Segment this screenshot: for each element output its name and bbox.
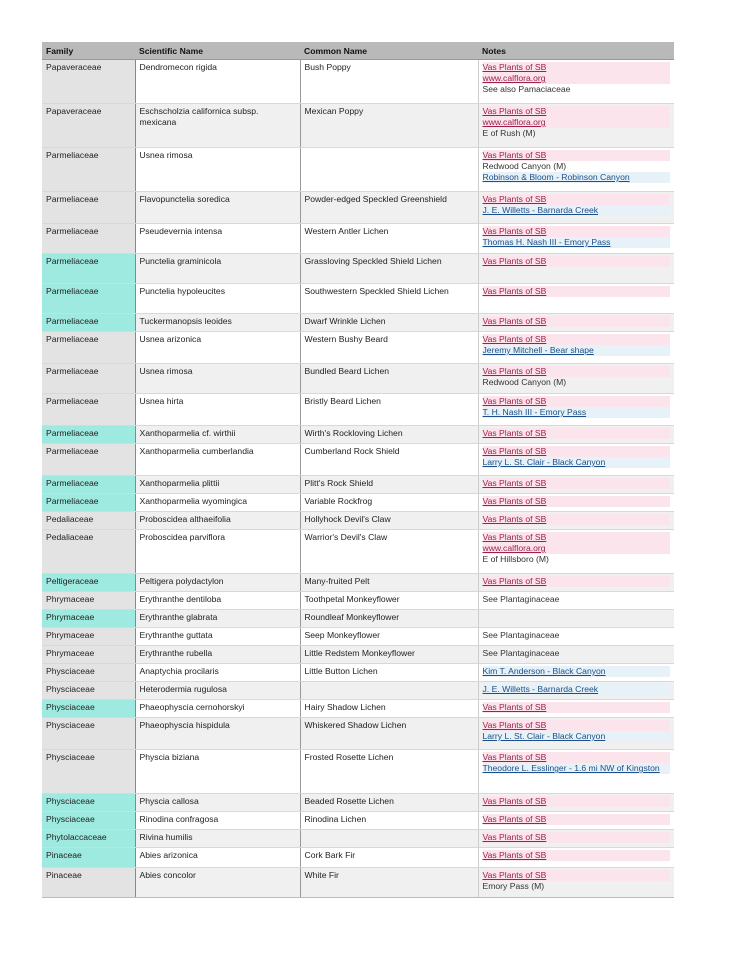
note-text: See also Pamaciaceae [482, 84, 571, 94]
note-link[interactable]: Thomas H. Nash III - Emory Pass [483, 237, 671, 248]
family-cell: Parmeliaceae [42, 364, 135, 394]
note-link[interactable]: Vas Plants of SB [483, 226, 671, 237]
table-row [42, 682, 674, 700]
notes-cell [478, 314, 674, 332]
common-name-cell: Beaded Rosette Lichen [300, 794, 478, 812]
notes-cell [478, 104, 674, 148]
scientific-name-cell: Rinodina confragosa [135, 812, 300, 830]
family-cell: Phrymaceae [42, 592, 135, 610]
table-row [42, 394, 674, 426]
species-table [42, 42, 674, 898]
common-name-cell: Hairy Shadow Lichen [300, 700, 478, 718]
scientific-name-cell: Erythranthe guttata [135, 628, 300, 646]
table-row [42, 332, 674, 364]
table-row [42, 750, 674, 794]
table-row [42, 530, 674, 574]
notes-cell [478, 628, 674, 646]
note-link[interactable]: Vas Plants of SB [483, 446, 671, 457]
note-link[interactable]: Vas Plants of SB [483, 496, 671, 507]
note-text: See Plantaginaceae [482, 648, 560, 658]
notes-cell [478, 426, 674, 444]
family-cell: Pinaceae [42, 868, 135, 898]
scientific-name-cell: Abies concolor [135, 868, 300, 898]
notes-cell [478, 750, 674, 794]
note-link[interactable]: Vas Plants of SB [483, 106, 671, 117]
family-cell: Peltigeraceae [42, 574, 135, 592]
notes-cell [478, 592, 674, 610]
note-link[interactable]: Vas Plants of SB [483, 478, 671, 489]
header-common-name: Common Name [300, 42, 478, 60]
common-name-cell: Rinodina Lichen [300, 812, 478, 830]
common-name-cell: Seep Monkeyflower [300, 628, 478, 646]
family-cell: Physciaceae [42, 750, 135, 794]
note-link[interactable]: J. E. Willetts - Barnarda Creek [483, 684, 671, 695]
table-row [42, 426, 674, 444]
notes-cell [478, 794, 674, 812]
header-row [42, 42, 674, 60]
note-link[interactable]: Vas Plants of SB [483, 194, 671, 205]
common-name-cell: Wirth's Rockloving Lichen [300, 426, 478, 444]
header-notes: Notes [478, 42, 674, 60]
common-name-cell: Toothpetal Monkeyflower [300, 592, 478, 610]
family-cell: Physciaceae [42, 794, 135, 812]
notes-cell [478, 192, 674, 224]
scientific-name-cell: Anaptychia procilaris [135, 664, 300, 682]
notes-cell [478, 530, 674, 574]
notes-cell [478, 444, 674, 476]
note-link[interactable]: Larry L. St. Clair - Black Canyon [483, 457, 671, 468]
table-row [42, 476, 674, 494]
scientific-name-cell: Erythranthe rubella [135, 646, 300, 664]
note-link[interactable]: Vas Plants of SB [483, 428, 671, 439]
table-row [42, 812, 674, 830]
family-cell: Pedaliaceae [42, 512, 135, 530]
note-link[interactable]: Vas Plants of SB [483, 62, 671, 73]
scientific-name-cell: Phaeophyscia hispidula [135, 718, 300, 750]
note-link[interactable]: Vas Plants of SB [483, 814, 671, 825]
notes-cell [478, 812, 674, 830]
notes-cell [478, 332, 674, 364]
common-name-cell: Mexican Poppy [300, 104, 478, 148]
note-link[interactable]: Vas Plants of SB [483, 514, 671, 525]
family-cell: Phrymaceae [42, 646, 135, 664]
table-row [42, 664, 674, 682]
note-link[interactable]: Larry L. St. Clair - Black Canyon [483, 731, 671, 742]
table-row [42, 254, 674, 284]
note-link[interactable]: Vas Plants of SB [483, 752, 671, 763]
note-text: E of Hillsboro (M) [482, 554, 549, 564]
table-row [42, 364, 674, 394]
note-text: Redwood Canyon (M) [482, 161, 567, 171]
scientific-name-cell: Abies arizonica [135, 848, 300, 868]
family-cell: Parmeliaceae [42, 332, 135, 364]
common-name-cell: Cork Bark Fir [300, 848, 478, 868]
notes-cell [478, 646, 674, 664]
table-row [42, 494, 674, 512]
notes-cell [478, 848, 674, 868]
note-link[interactable]: Vas Plants of SB [483, 316, 671, 327]
notes-cell [478, 574, 674, 592]
family-cell: Physciaceae [42, 718, 135, 750]
table-row [42, 610, 674, 628]
note-link[interactable]: T. H. Nash III - Emory Pass [483, 407, 671, 418]
common-name-cell: Bristly Beard Lichen [300, 394, 478, 426]
scientific-name-cell: Erythranthe dentilobа [135, 592, 300, 610]
table-row [42, 148, 674, 192]
scientific-name-cell: Usnea rimosa [135, 148, 300, 192]
note-text: See Plantaginaceae [482, 594, 560, 604]
table-row [42, 794, 674, 812]
note-text: Emory Pass (M) [482, 881, 545, 891]
scientific-name-cell: Rivina humilis [135, 830, 300, 848]
common-name-cell: Grassloving Speckled Shield Lichen [300, 254, 478, 284]
common-name-cell: Western Bushy Beard [300, 332, 478, 364]
note-text: Redwood Canyon (M) [482, 377, 567, 387]
scientific-name-cell: Heterodermia rugulosa [135, 682, 300, 700]
family-cell: Parmeliaceae [42, 224, 135, 254]
family-cell: Parmeliaceae [42, 426, 135, 444]
common-name-cell: Little Button Lichen [300, 664, 478, 682]
header-family: Family [42, 42, 135, 60]
scientific-name-cell: Phaeophyscia cernohorskyi [135, 700, 300, 718]
note-link[interactable]: Theodore L. Esslinger - 1.6 mi NW of Kingston [483, 763, 671, 774]
scientific-name-cell: Dendromecon rigida [135, 60, 300, 104]
family-cell: Parmeliaceae [42, 192, 135, 224]
family-cell: Parmeliaceae [42, 148, 135, 192]
table-row [42, 592, 674, 610]
scientific-name-cell: Xanthoparmelia wyomingica [135, 494, 300, 512]
family-cell: Physciaceae [42, 700, 135, 718]
table-row [42, 718, 674, 750]
notes-cell [478, 664, 674, 682]
note-link[interactable]: Vas Plants of SB [483, 334, 671, 345]
notes-cell [478, 254, 674, 284]
scientific-name-cell: Punctelia graminicola [135, 254, 300, 284]
notes-cell [478, 364, 674, 394]
note-link[interactable]: Vas Plants of SB [483, 396, 671, 407]
scientific-name-cell: Physcia biziana [135, 750, 300, 794]
note-link[interactable]: Robinson & Bloom - Robinson Canyon [483, 172, 671, 183]
common-name-cell: Plitt's Rock Shield [300, 476, 478, 494]
family-cell: Physciaceae [42, 812, 135, 830]
common-name-cell: Many-fruited Pelt [300, 574, 478, 592]
family-cell: Parmeliaceae [42, 394, 135, 426]
common-name-cell: Warrior's Devil's Claw [300, 530, 478, 574]
scientific-name-cell: Physcia callosa [135, 794, 300, 812]
header-scientific-name: Scientific Name [135, 42, 300, 60]
table-row [42, 574, 674, 592]
family-cell: Phytolaccaceae [42, 830, 135, 848]
common-name-cell [300, 682, 478, 700]
family-cell: Phrymaceae [42, 628, 135, 646]
table-row [42, 848, 674, 868]
table-row [42, 314, 674, 332]
table-row [42, 700, 674, 718]
common-name-cell: Powder-edged Speckled Greenshield [300, 192, 478, 224]
note-link[interactable]: Vas Plants of SB [483, 532, 671, 543]
scientific-name-cell: Xanthoparmelia plittii [135, 476, 300, 494]
note-link[interactable]: Vas Plants of SB [483, 870, 671, 881]
common-name-cell: White Fir [300, 868, 478, 898]
common-name-cell: Whiskered Shadow Lichen [300, 718, 478, 750]
family-cell: Pedaliaceae [42, 530, 135, 574]
family-cell: Papaveraceae [42, 104, 135, 148]
notes-cell [478, 60, 674, 104]
notes-cell [478, 494, 674, 512]
common-name-cell: Little Redstem Monkeyflower [300, 646, 478, 664]
family-cell: Parmeliaceae [42, 494, 135, 512]
table-row [42, 284, 674, 314]
note-link[interactable]: www.calflora.org [483, 543, 671, 554]
notes-cell [478, 284, 674, 314]
scientific-name-cell: Proboscidea althaeifolia [135, 512, 300, 530]
table-row [42, 192, 674, 224]
common-name-cell: Frosted Rosette Lichen [300, 750, 478, 794]
scientific-name-cell: Punctelia hypoleucites [135, 284, 300, 314]
note-link[interactable]: Vas Plants of SB [483, 576, 671, 587]
notes-cell [478, 830, 674, 848]
table-row [42, 444, 674, 476]
scientific-name-cell: Tuckermanopsis leoides [135, 314, 300, 332]
common-name-cell: Hollyhock Devil's Claw [300, 512, 478, 530]
family-cell: Parmeliaceae [42, 254, 135, 284]
table-row [42, 646, 674, 664]
common-name-cell: Dwarf Wrinkle Lichen [300, 314, 478, 332]
family-cell: Papaveraceae [42, 60, 135, 104]
family-cell: Parmeliaceae [42, 284, 135, 314]
family-cell: Parmeliaceae [42, 476, 135, 494]
scientific-name-cell: Peltigera polydactylon [135, 574, 300, 592]
table-row [42, 224, 674, 254]
note-link[interactable]: www.calflora.org [483, 73, 671, 84]
notes-cell [478, 700, 674, 718]
common-name-cell: Roundleaf Monkeyflower [300, 610, 478, 628]
note-link[interactable]: www.calflora.org [483, 117, 671, 128]
scientific-name-cell: Proboscidea parviflora [135, 530, 300, 574]
scientific-name-cell: Usnea hirta [135, 394, 300, 426]
scientific-name-cell: Pseudevernia intensa [135, 224, 300, 254]
notes-cell [478, 224, 674, 254]
family-cell: Physciaceae [42, 682, 135, 700]
family-cell: Parmeliaceae [42, 314, 135, 332]
note-link[interactable]: Vas Plants of SB [483, 796, 671, 807]
table-row [42, 512, 674, 530]
table-row [42, 830, 674, 848]
notes-cell [478, 868, 674, 898]
scientific-name-cell: Usnea arizonica [135, 332, 300, 364]
common-name-cell [300, 830, 478, 848]
note-link[interactable]: Vas Plants of SB [483, 832, 671, 843]
note-link[interactable]: Vas Plants of SB [483, 150, 671, 161]
family-cell: Physciaceae [42, 664, 135, 682]
note-link[interactable]: Vas Plants of SB [483, 286, 671, 297]
table-row [42, 628, 674, 646]
notes-cell [478, 512, 674, 530]
scientific-name-cell: Eschscholzia californica subsp. mexicana [135, 104, 300, 148]
notes-cell [478, 682, 674, 700]
note-link[interactable]: Vas Plants of SB [483, 256, 671, 267]
note-text: See Plantaginaceae [482, 630, 560, 640]
note-link[interactable]: Vas Plants of SB [483, 720, 671, 731]
scientific-name-cell: Usnea rimosa [135, 364, 300, 394]
family-cell: Parmeliaceae [42, 444, 135, 476]
note-link[interactable]: Vas Plants of SB [483, 850, 671, 861]
notes-cell [478, 718, 674, 750]
common-name-cell: Southwestern Speckled Shield Lichen [300, 284, 478, 314]
note-text: E of Rush (M) [482, 128, 536, 138]
table-row [42, 104, 674, 148]
common-name-cell: Bundled Beard Lichen [300, 364, 478, 394]
common-name-cell: Cumberland Rock Shield [300, 444, 478, 476]
table-row [42, 60, 674, 104]
family-cell: Phrymaceae [42, 610, 135, 628]
notes-cell [478, 148, 674, 192]
note-link[interactable]: J. E. Willetts - Barnarda Creek [483, 205, 671, 216]
common-name-cell: Bush Poppy [300, 60, 478, 104]
notes-cell [478, 610, 674, 628]
family-cell: Pinaceae [42, 848, 135, 868]
scientific-name-cell: Xanthoparmelia cumberlandia [135, 444, 300, 476]
notes-cell [478, 476, 674, 494]
table-row [42, 868, 674, 898]
common-name-cell: Variable Rockfrog [300, 494, 478, 512]
scientific-name-cell: Xanthoparmelia cf. wirthii [135, 426, 300, 444]
note-link[interactable]: Kim T. Anderson - Black Canyon [483, 666, 671, 677]
note-link[interactable]: Vas Plants of SB [483, 366, 671, 377]
common-name-cell [300, 148, 478, 192]
note-link[interactable]: Jeremy Mitchell - Bear shape [483, 345, 671, 356]
note-link[interactable]: Vas Plants of SB [483, 702, 671, 713]
scientific-name-cell: Flavopunctelia soredica [135, 192, 300, 224]
common-name-cell: Western Antler Lichen [300, 224, 478, 254]
scientific-name-cell: Erythranthe glabrata [135, 610, 300, 628]
notes-cell [478, 394, 674, 426]
